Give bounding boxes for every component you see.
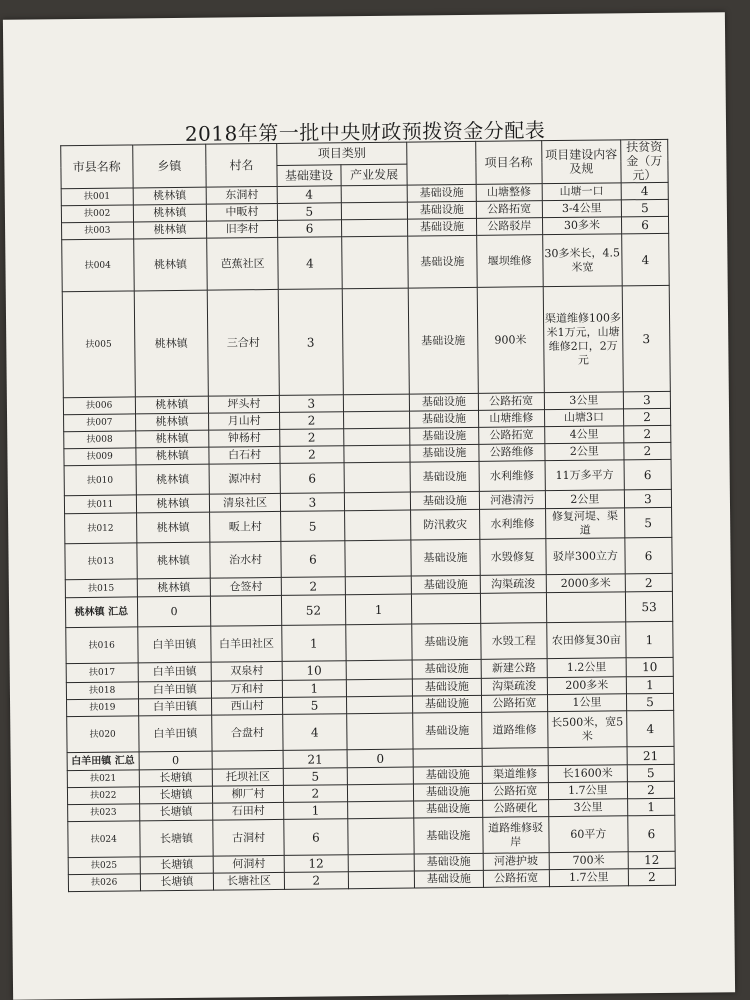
cell-name: 水毁修复 — [479, 539, 546, 576]
cell-industry — [343, 411, 409, 429]
cell-industry: 1 — [345, 594, 412, 625]
cell-content: 山塘一口 — [542, 183, 621, 201]
cell-id: 扶018 — [66, 682, 138, 700]
cell-infra: 5 — [283, 768, 347, 786]
cell-name: 公路拓宽 — [478, 427, 544, 445]
cell-industry — [342, 236, 409, 289]
cell-funds: 6 — [625, 537, 672, 573]
cell-industry — [344, 462, 411, 493]
cell-village: 中畈村 — [207, 203, 278, 221]
cell-name: 公路驳岸 — [476, 218, 542, 236]
cell-name: 公路拓宽 — [481, 695, 547, 713]
cell-infra: 5 — [277, 203, 341, 221]
cell-category: 基础设施 — [410, 393, 479, 411]
cell-id: 扶008 — [64, 431, 136, 449]
cell-name: 堰坝维修 — [476, 235, 543, 288]
cell-infra: 6 — [277, 220, 341, 238]
cell-town: 桃林镇 — [137, 578, 211, 597]
cell-town: 桃林镇 — [136, 494, 210, 513]
cell-industry — [341, 185, 407, 203]
cell-id: 扶005 — [62, 291, 135, 398]
cell-town: 桃林镇 — [133, 187, 207, 205]
cell-town: 白羊田镇 — [138, 698, 212, 716]
cell-industry — [346, 624, 413, 661]
cell-name: 山塘维修 — [478, 410, 544, 428]
cell-category: 基础设施 — [412, 623, 481, 660]
cell-name: 水利维修 — [479, 461, 546, 492]
cell-category: 基础设施 — [414, 817, 483, 854]
cell-infra: 2 — [283, 785, 347, 803]
cell-category: 基础设施 — [410, 461, 479, 492]
cell-category: 基础设施 — [408, 201, 477, 219]
cell-name: 水利维修 — [479, 509, 546, 540]
cell-industry — [346, 660, 412, 680]
cell-town: 长塘镇 — [139, 769, 213, 787]
cell-infra: 1 — [283, 802, 347, 820]
cell-funds: 5 — [624, 507, 671, 537]
cell-town: 长塘镇 — [140, 856, 214, 874]
cell-industry — [344, 445, 410, 463]
cell-town: 桃林镇 — [136, 512, 210, 543]
cell-funds: 2 — [623, 408, 670, 425]
cell-funds: 3 — [624, 489, 671, 507]
cell-industry — [342, 288, 409, 395]
header-blank — [407, 141, 476, 185]
cell-industry — [345, 576, 411, 595]
cell-town: 桃林镇 — [133, 204, 207, 222]
cell-category: 基础设施 — [408, 287, 477, 394]
cell-infra: 2 — [281, 577, 345, 596]
header-infra: 基础建设 — [277, 164, 341, 186]
cell-name: 水毁工程 — [480, 623, 547, 660]
cell-funds: 12 — [628, 851, 675, 868]
cell-name: 河港清污 — [479, 491, 545, 510]
cell-content: 2000多米 — [546, 574, 625, 593]
cell-village: 合盘村 — [212, 714, 283, 751]
cell-town: 0 — [137, 596, 211, 627]
cell-id: 扶022 — [67, 787, 139, 805]
cell-funds: 6 — [621, 216, 668, 233]
cell-name: 公路硬化 — [482, 800, 548, 818]
cell-content: 1.7公里 — [549, 869, 628, 887]
cell-funds: 2 — [624, 442, 671, 459]
cell-town: 桃林镇 — [136, 464, 210, 495]
cell-village: 古洞村 — [213, 819, 284, 856]
cell-village: 长塘社区 — [214, 872, 285, 890]
cell-id: 扶017 — [66, 663, 138, 683]
cell-category: 基础设施 — [415, 870, 484, 888]
cell-town: 桃林镇 — [135, 430, 209, 448]
header-content: 项目建设内容及规 — [542, 140, 622, 184]
cell-id: 扶004 — [62, 239, 134, 292]
cell-village: 万和村 — [212, 680, 283, 698]
cell-town: 长塘镇 — [139, 820, 213, 857]
cell-industry — [348, 801, 414, 819]
cell-id: 扶002 — [61, 205, 133, 223]
cell-village: 芭蕉社区 — [207, 237, 278, 290]
cell-content: 山塘3口 — [544, 409, 623, 427]
header-row-1 — [61, 139, 668, 167]
cell-content: 3公里 — [544, 392, 623, 410]
cell-village: 源冲村 — [209, 463, 280, 494]
cell-infra: 3 — [278, 289, 343, 396]
cell-id: 扶012 — [65, 513, 137, 544]
cell-village: 东洞村 — [206, 186, 277, 204]
header-category: 项目类别 — [277, 142, 408, 165]
cell-id: 扶023 — [68, 804, 140, 822]
cell-name: 新建公路 — [481, 659, 547, 679]
cell-funds: 4 — [622, 233, 670, 285]
cell-infra: 3 — [280, 493, 344, 512]
cell-village: 石田村 — [213, 802, 284, 820]
cell-name: 公路拓宽 — [476, 201, 542, 219]
cell-industry — [348, 854, 414, 872]
cell-infra: 1 — [282, 680, 346, 698]
cell-industry: 0 — [347, 749, 413, 768]
cell-content: 30多米 — [542, 217, 621, 235]
cell-infra: 6 — [284, 819, 348, 856]
cell-industry — [347, 767, 413, 785]
cell-village: 畈上村 — [210, 511, 281, 542]
cell-category: 基础设施 — [413, 678, 482, 696]
cell-name: 公路拓宽 — [483, 870, 549, 888]
cell-content: 长500米，宽5米 — [548, 711, 627, 748]
cell-industry — [347, 784, 413, 802]
cell-category — [413, 748, 482, 767]
header-industry: 产业发展 — [341, 164, 407, 186]
cell-funds: 21 — [627, 746, 674, 764]
cell-name: 公路拓宽 — [482, 783, 548, 801]
cell-content: 60平方 — [549, 816, 628, 853]
cell-category: 基础设施 — [410, 444, 479, 462]
cell-id: 扶024 — [68, 821, 140, 858]
cell-category: 基础设施 — [411, 491, 480, 510]
cell-content — [548, 747, 627, 766]
cell-category: 基础设施 — [412, 659, 481, 679]
cell-industry — [347, 713, 414, 750]
cell-id: 扶010 — [64, 465, 136, 496]
cell-infra: 12 — [284, 855, 348, 873]
header-village: 村名 — [206, 143, 277, 187]
cell-category: 基础设施 — [411, 539, 480, 576]
cell-village: 白石村 — [209, 446, 280, 464]
cell-funds: 5 — [621, 199, 668, 216]
cell-industry — [341, 202, 407, 220]
cell-village: 托坝社区 — [213, 768, 284, 786]
cell-funds: 5 — [627, 764, 674, 781]
cell-funds: 10 — [626, 657, 673, 676]
cell-funds: 2 — [627, 781, 674, 798]
cell-category: 基础设施 — [408, 235, 477, 288]
cell-village: 白羊田社区 — [211, 625, 282, 662]
document-page — [3, 12, 735, 1000]
cell-town: 桃林镇 — [133, 238, 207, 291]
cell-village: 清泉社区 — [210, 493, 281, 512]
cell-content: 2公里 — [545, 443, 624, 461]
cell-village: 旧李村 — [207, 220, 278, 238]
cell-infra: 5 — [280, 511, 344, 542]
cell-category: 基础设施 — [413, 712, 482, 749]
cell-village: 三合村 — [208, 289, 280, 396]
cell-id: 扶020 — [67, 716, 139, 753]
cell-category: 基础设施 — [410, 410, 479, 428]
cell-id: 桃林镇 汇总 — [65, 597, 137, 628]
cell-content: 11万多平方 — [545, 460, 624, 491]
cell-infra: 4 — [283, 714, 347, 751]
cell-id: 白羊田镇 汇总 — [67, 752, 139, 771]
cell-infra: 10 — [282, 661, 346, 681]
cell-funds: 1 — [626, 676, 673, 693]
cell-industry — [345, 510, 412, 541]
cell-town: 桃林镇 — [134, 290, 209, 397]
cell-content: 4公里 — [545, 426, 624, 444]
cell-category: 防汛救灾 — [411, 509, 480, 540]
cell-id: 扶019 — [67, 699, 139, 717]
cell-town: 白羊田镇 — [137, 626, 211, 663]
cell-industry — [346, 679, 412, 697]
cell-village: 西山村 — [212, 697, 283, 715]
cell-category: 基础设施 — [411, 575, 480, 594]
cell-infra: 6 — [280, 463, 344, 494]
cell-content: 200多米 — [547, 677, 626, 695]
cell-town: 长塘镇 — [139, 786, 213, 804]
cell-infra: 4 — [277, 186, 341, 204]
cell-industry — [346, 696, 412, 714]
header-funds: 扶贫资金（万元） — [621, 139, 669, 182]
cell-name — [482, 748, 548, 767]
cell-industry — [348, 871, 414, 889]
cell-id: 扶015 — [65, 579, 137, 598]
cell-category: 基础设施 — [413, 695, 482, 713]
cell-name: 山塘整修 — [476, 184, 542, 202]
cell-funds: 3 — [623, 391, 670, 408]
cell-industry — [343, 394, 409, 412]
cell-category: 基础设施 — [407, 184, 476, 202]
cell-id: 扶001 — [61, 188, 133, 206]
table-body — [61, 139, 676, 891]
cell-name — [480, 593, 547, 624]
cell-village: 仓签村 — [211, 577, 282, 596]
cell-content: 1.7公里 — [548, 782, 627, 800]
cell-infra: 4 — [278, 237, 343, 290]
allocation-table — [60, 139, 676, 892]
cell-town: 长塘镇 — [139, 803, 213, 821]
cell-funds: 1 — [628, 798, 675, 815]
cell-town: 长塘镇 — [140, 873, 214, 891]
cell-infra: 1 — [282, 625, 346, 662]
cell-id: 扶021 — [67, 770, 139, 788]
cell-village — [212, 750, 283, 769]
cell-village: 月山村 — [209, 412, 280, 430]
cell-industry — [341, 219, 407, 237]
cell-id: 扶026 — [68, 874, 140, 892]
cell-village: 何洞村 — [213, 855, 284, 873]
cell-content: 长1600米 — [548, 765, 627, 783]
cell-name: 900米 — [477, 287, 544, 394]
cell-town: 桃林镇 — [135, 413, 209, 431]
cell-funds: 6 — [628, 815, 675, 851]
cell-funds: 6 — [624, 459, 671, 489]
cell-industry — [344, 428, 410, 446]
cell-infra: 52 — [281, 595, 345, 626]
cell-infra: 21 — [283, 750, 347, 769]
cell-content — [546, 592, 625, 623]
cell-funds: 2 — [628, 868, 675, 885]
header-project-name: 项目名称 — [475, 141, 542, 185]
cell-village — [211, 595, 282, 626]
cell-content: 渠道维修100多米1万元，山塘维修2口，2万元 — [543, 286, 623, 393]
cell-funds: 2 — [625, 573, 672, 591]
cell-category: 基础设施 — [414, 783, 483, 801]
cell-name: 沟渠疏浚 — [480, 575, 546, 594]
cell-name: 沟渠疏浚 — [481, 678, 547, 696]
cell-category: 基础设施 — [414, 800, 483, 818]
cell-content: 700米 — [549, 852, 628, 870]
cell-town: 桃林镇 — [135, 396, 209, 414]
cell-funds: 2 — [624, 425, 671, 442]
page-title: 2018年第一批中央财政预拨资金分配表 — [184, 118, 546, 146]
cell-funds: 4 — [627, 710, 674, 746]
cell-infra: 2 — [280, 429, 344, 447]
cell-name: 河港护坡 — [483, 853, 549, 871]
cell-town: 桃林镇 — [133, 221, 207, 239]
cell-id: 扶016 — [66, 627, 138, 664]
cell-content: 1.2公里 — [547, 658, 626, 678]
cell-town: 白羊田镇 — [138, 715, 212, 752]
cell-content: 2公里 — [545, 490, 624, 509]
cell-category: 基础设施 — [410, 427, 479, 445]
cell-content: 3-4公里 — [542, 200, 621, 218]
header-county: 市县名称 — [61, 145, 133, 189]
header-town: 乡镇 — [132, 144, 206, 188]
cell-content: 修复河堤、渠道 — [545, 508, 624, 539]
cell-infra: 3 — [279, 395, 343, 413]
cell-id: 扶003 — [62, 222, 134, 240]
cell-industry — [344, 492, 410, 511]
cell-id: 扶011 — [64, 495, 136, 514]
cell-funds: 53 — [625, 591, 672, 621]
cell-id: 扶006 — [63, 397, 135, 415]
cell-town: 桃林镇 — [136, 542, 210, 579]
table-row — [62, 233, 670, 291]
cell-town: 白羊田镇 — [138, 662, 212, 682]
cell-id: 扶025 — [68, 857, 140, 875]
cell-infra: 2 — [280, 446, 344, 464]
table-row — [62, 285, 670, 397]
cell-village: 双泉村 — [211, 661, 282, 681]
cell-village: 坪头村 — [209, 395, 280, 413]
cell-content: 驳岸300立方 — [546, 538, 625, 575]
cell-village: 柳厂村 — [213, 785, 284, 803]
cell-id: 扶009 — [64, 448, 136, 466]
cell-id: 扶007 — [64, 414, 136, 432]
cell-industry — [348, 818, 415, 855]
cell-category: 基础设施 — [414, 853, 483, 871]
cell-content: 3公里 — [548, 799, 627, 817]
cell-village: 治水村 — [210, 541, 281, 578]
cell-infra: 2 — [279, 412, 343, 430]
cell-town: 白羊田镇 — [138, 681, 212, 699]
cell-name: 道路维修驳岸 — [482, 817, 549, 854]
cell-name: 公路拓宽 — [478, 393, 544, 411]
cell-name: 道路维修 — [481, 712, 548, 749]
cell-content: 1公里 — [547, 694, 626, 712]
cell-content: 30多米长，4.5米宽 — [543, 234, 623, 287]
cell-town: 桃林镇 — [135, 447, 209, 465]
cell-village: 钟杨村 — [209, 429, 280, 447]
cell-infra: 5 — [282, 697, 346, 715]
cell-category: 基础设施 — [413, 766, 482, 784]
cell-id: 扶013 — [65, 543, 137, 580]
cell-industry — [345, 540, 412, 577]
cell-funds: 1 — [626, 621, 673, 657]
cell-name: 公路维修 — [478, 444, 544, 462]
cell-funds: 3 — [622, 285, 670, 391]
cell-content: 农田修复30亩 — [547, 622, 626, 659]
cell-funds: 5 — [626, 693, 673, 710]
cell-infra: 2 — [284, 872, 348, 890]
cell-category: 基础设施 — [408, 218, 477, 236]
cell-funds: 4 — [621, 182, 668, 199]
cell-town: 0 — [139, 751, 213, 770]
cell-infra: 6 — [281, 541, 345, 578]
cell-name: 渠道维修 — [482, 766, 548, 784]
cell-category — [412, 593, 481, 624]
